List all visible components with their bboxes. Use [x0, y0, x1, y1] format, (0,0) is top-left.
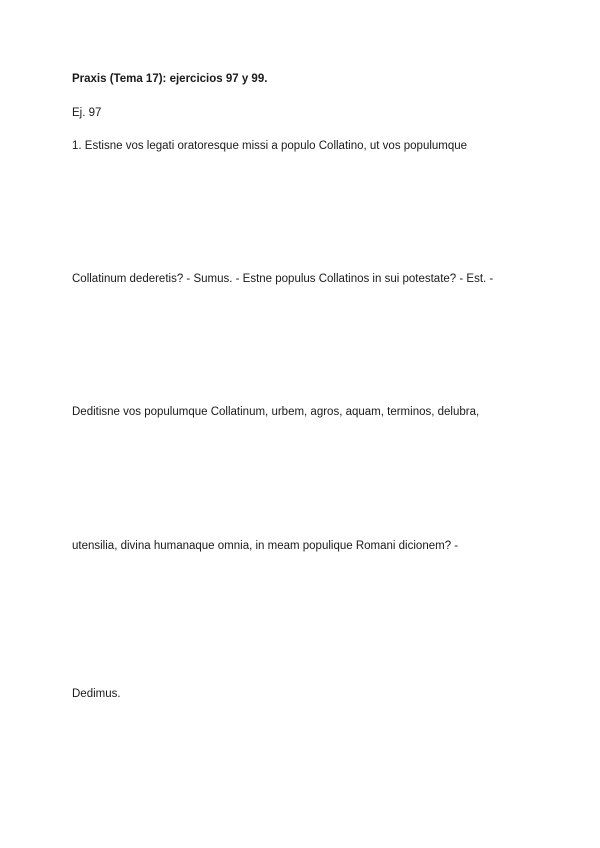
text-line-1: 1. Estisne vos legati oratoresque missi a populo Collatino, ut vos populumque	[72, 140, 468, 152]
text-line-5: Dedimus.	[72, 688, 121, 700]
text-line-2: Collatinum dederetis? - Sumus. - Estne populus Collatinos in sui potestate? - Est. -	[72, 273, 494, 285]
text-line-4: utensilia, divina humanaque omnia, in meam populique Romani dicionem? -	[72, 540, 459, 552]
section-label: Ej. 97	[72, 107, 102, 119]
text-line-3: Deditisne vos populumque Collatinum, urbem, agros, aquam, terminos, delubra,	[72, 406, 480, 418]
document-title: Praxis (Tema 17): ejercicios 97 y 99.	[72, 73, 268, 85]
